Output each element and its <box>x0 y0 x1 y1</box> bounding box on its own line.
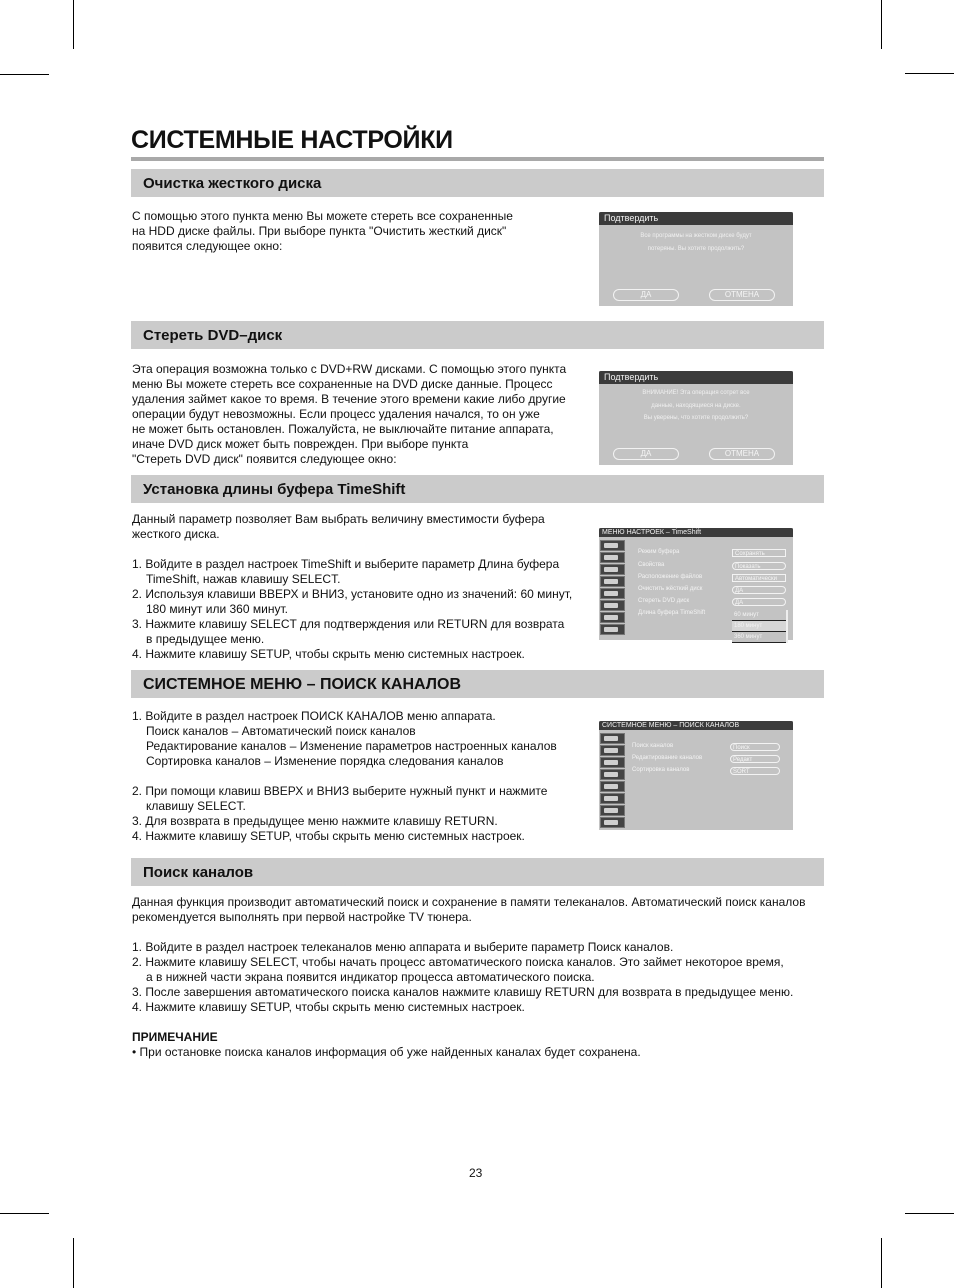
step-item <box>132 1000 852 1015</box>
cancel-button[interactable]: ОТМЕНА <box>709 448 775 460</box>
step-text: 4. Нажмите клавишу SETUP, чтобы скрыть меню системных настроек. <box>132 829 525 843</box>
menu-row-value[interactable]: Показать <box>732 562 786 570</box>
section-header-channel-search <box>131 858 824 886</box>
crop-mark <box>0 1213 49 1214</box>
step-text: 2. Нажмите клавишу SELECT, чтобы начать процесс автоматического поиска каналов. Это займет некоторое время, <box>132 955 784 969</box>
section-heading: Поиск каналов <box>143 864 254 881</box>
step-item <box>132 829 557 844</box>
timeshift-setup-icon[interactable] <box>600 793 625 804</box>
channel-search-menu <box>599 721 793 830</box>
video-setup-icon[interactable] <box>600 552 625 563</box>
timeshift-setup-icon[interactable] <box>600 600 625 611</box>
step-item <box>132 985 852 1000</box>
crop-mark <box>881 0 882 49</box>
text-line: С помощью этого пункта меню Вы можете стереть все сохраненные <box>132 209 513 223</box>
message-line: Все программы на жестком диске будут <box>640 233 752 239</box>
message-line: Вы уверены, что хотите продолжить? <box>643 415 749 421</box>
step-text: 2. Используя клавиши ВВЕРХ и ВНИЗ, установите одно из значений: 60 минут, <box>132 587 573 601</box>
text-line: жесткого диска. <box>132 527 220 541</box>
channel-search-description <box>132 895 852 1060</box>
step-item <box>132 617 572 647</box>
dialog-message <box>599 384 793 425</box>
confirm-dialog-hdd <box>599 212 793 306</box>
dialog-message <box>599 225 793 255</box>
disc-setup-icon[interactable] <box>600 781 625 792</box>
cancel-button[interactable]: ОТМЕНА <box>709 289 775 301</box>
speaker-setup-icon[interactable] <box>600 769 625 780</box>
step-item <box>132 814 557 829</box>
step-text: в предыдущее меню. <box>146 632 265 646</box>
menu-icon-column <box>599 539 625 636</box>
step-text: клавишу SELECT. <box>146 799 246 813</box>
section-header-timeshift <box>131 475 824 503</box>
step-item <box>132 647 572 662</box>
text-line: Данный параметр позволяет Вам выбрать величину вместимости буфера <box>132 512 545 526</box>
menu-title: МЕНЮ НАСТРОЕК – TimeShift <box>599 528 793 537</box>
section-header-dvd <box>131 321 824 349</box>
audio-setup-icon[interactable] <box>600 757 625 768</box>
section-heading: СИСТЕМНОЕ МЕНЮ – ПОИСК КАНАЛОВ <box>143 676 462 693</box>
step-text: 3. После завершения автоматического поиска каналов нажмите клавишу RETURN для возврата в предыдущее меню. <box>132 985 794 999</box>
system-menu-steps-cont <box>132 784 557 844</box>
section-header-hdd <box>131 169 824 197</box>
step-item <box>132 955 852 985</box>
text-line: Эта операция возможна только с DVD+RW дисками. С помощью этого пункта <box>132 362 567 376</box>
buffer-length-dropdown[interactable] <box>732 610 788 643</box>
step-text: TimeShift, нажав клавишу SELECT. <box>146 572 341 586</box>
timeshift-settings-menu <box>599 528 793 640</box>
system-setup-icon[interactable] <box>600 540 625 551</box>
crop-mark <box>881 1238 882 1288</box>
text-line: удаления займет какое то время. В течение этого времени какие либо другие <box>132 392 566 406</box>
dropdown-option-selected[interactable]: 180 минут <box>732 621 786 632</box>
step-text: 1. Войдите в раздел настроек телеканалов меню аппарата и выберите параметр Поиск каналов. <box>132 940 674 954</box>
edit-button[interactable]: Редакт <box>730 755 780 763</box>
step-text: 1. Войдите в раздел настроек ПОИСК КАНАЛОВ меню аппарата. <box>132 709 496 723</box>
section-heading: Стереть DVD–диск <box>143 327 283 344</box>
text-line: меню Вы можете стереть все сохраненные на DVD диске данные. Процесс <box>132 377 553 391</box>
step-text: 4. Нажмите клавишу SETUP, чтобы скрыть меню системных настроек. <box>132 1000 525 1014</box>
text-line: иначе DVD диск может быть поврежден. При выборе пункта <box>132 437 469 451</box>
dropdown-option[interactable]: 360 минут <box>732 632 786 643</box>
timeshift-steps <box>132 557 572 662</box>
step-subtext: Поиск каналов – Автоматический поиск каналов <box>146 724 416 738</box>
confirm-dialog-dvd <box>599 371 793 465</box>
menu-row-label[interactable]: Сортировка каналов <box>632 767 690 773</box>
crop-mark <box>73 0 74 49</box>
step-text: 2. При помощи клавиш ВВЕРХ и ВНИЗ выберите нужный пункт и нажмите <box>132 784 548 798</box>
page-title: СИСТЕМНЫЕ НАСТРОЙКИ <box>131 126 453 154</box>
text-line: рекомендуется выполнять при первой настройке TV тюнера. <box>132 910 472 924</box>
antenna-setup-icon[interactable] <box>600 817 625 828</box>
yes-button[interactable]: ДА <box>613 448 679 460</box>
note-title: ПРИМЕЧАНИЕ <box>132 1030 218 1044</box>
search-button[interactable]: Поиск <box>730 743 780 751</box>
dialog-title: Подтвердить <box>599 212 793 225</box>
step-text: а в нижней части экрана появится индикатор процесса автоматического поиска. <box>146 970 595 984</box>
video-setup-icon[interactable] <box>600 745 625 756</box>
menu-row-label[interactable]: Редактирование каналов <box>632 755 703 761</box>
text-line: на HDD диске файлы. При выборе пункта "Очистить жесткий диск" <box>132 224 507 238</box>
menu-row-value[interactable]: ДА <box>732 598 786 606</box>
crop-mark <box>905 1213 954 1214</box>
menu-row-label[interactable]: Стереть DVD диск <box>638 598 690 604</box>
menu-row-label[interactable]: Расположение файлов <box>638 574 703 580</box>
antenna-setup-icon[interactable] <box>600 624 625 635</box>
menu-title: СИСТЕМНОЕ МЕНЮ – ПОИСК КАНАЛОВ <box>599 721 793 730</box>
note-text: • При остановке поиска каналов информация об уже найденных каналах будет сохранена. <box>132 1045 641 1059</box>
audio-setup-icon[interactable] <box>600 564 625 575</box>
disc-setup-icon[interactable] <box>600 588 625 599</box>
tv-setup-icon[interactable] <box>600 612 625 623</box>
menu-row-value[interactable]: Сохранять <box>732 549 786 557</box>
hdd-description <box>132 209 513 254</box>
channel-search-steps <box>132 940 852 1015</box>
menu-icon-column <box>599 732 625 829</box>
step-text: 3. Для возврата в предыдущее меню нажмите клавишу RETURN. <box>132 814 498 828</box>
message-line: ВНИМАНИЕ! Эта операция сотрет все <box>642 390 750 396</box>
message-line: данные, находящиеся на диске. <box>651 402 741 409</box>
step-text: 3. Нажмите клавишу SELECT для подтверждения или RETURN для возврата <box>132 617 565 631</box>
page-number: 23 <box>469 1166 483 1180</box>
menu-row-label[interactable]: Режим буфера <box>638 549 680 555</box>
title-rule <box>131 157 824 161</box>
text-line: "Стереть DVD диск" появится следующее окно: <box>132 452 397 466</box>
text-line: не может быть остановлен. Пожалуйста, не выключайте питание аппарата, <box>132 422 554 436</box>
menu-row-value[interactable]: Автоматически <box>732 574 786 582</box>
menu-row-value[interactable]: ДА <box>732 586 786 594</box>
dialog-title: Подтвердить <box>599 371 793 384</box>
text-line: Данная функция производит автоматический поиск и сохранение в памяти телеканалов. Автоматический поиск каналов <box>132 895 806 909</box>
crop-mark <box>905 73 954 74</box>
text-line: появится следующее окно: <box>132 239 283 253</box>
tv-setup-icon[interactable] <box>600 805 625 816</box>
step-text: 1. Войдите в раздел настроек TimeShift и выберите параметр Длина буфера <box>132 557 560 571</box>
step-item <box>132 557 572 587</box>
system-menu-steps <box>132 709 557 769</box>
crop-mark <box>0 74 49 75</box>
menu-row-label[interactable]: Поиск каналов <box>632 743 674 749</box>
system-setup-icon[interactable] <box>600 733 625 744</box>
step-text: 4. Нажмите клавишу SETUP, чтобы скрыть меню системных настроек. <box>132 647 525 661</box>
menu-row-label[interactable]: Очистить жёсткий диск <box>638 586 703 592</box>
section-heading: Очистка жесткого диска <box>143 175 322 192</box>
step-item <box>132 587 572 617</box>
step-item <box>132 940 852 955</box>
step-subtext: Редактирование каналов – Изменение параметров настроенных каналов <box>146 739 557 753</box>
timeshift-description <box>132 512 572 662</box>
system-menu-description <box>132 709 557 844</box>
menu-row-label[interactable]: Свойства <box>638 562 665 568</box>
speaker-setup-icon[interactable] <box>600 576 625 587</box>
step-item <box>132 709 557 769</box>
section-header-system-menu <box>131 670 824 698</box>
crop-mark <box>73 1238 74 1288</box>
step-subtext: Сортировка каналов – Изменение порядка следования каналов <box>146 754 504 768</box>
section-heading: Установка длины буфера TimeShift <box>143 481 406 498</box>
dropdown-option[interactable]: 60 минут <box>732 610 786 621</box>
yes-button[interactable]: ДА <box>613 289 679 301</box>
sort-button[interactable]: SORT <box>730 767 780 775</box>
dvd-description <box>132 362 566 467</box>
menu-row-label[interactable]: Длина буфера TimeShift <box>638 610 706 616</box>
step-item <box>132 784 557 814</box>
message-line: потеряны. Вы хотите продолжить? <box>647 245 745 252</box>
step-text: 180 минут или 360 минут. <box>146 602 288 616</box>
text-line: операции будут невозможны. Если процесс удаления начался, то он уже <box>132 407 540 421</box>
